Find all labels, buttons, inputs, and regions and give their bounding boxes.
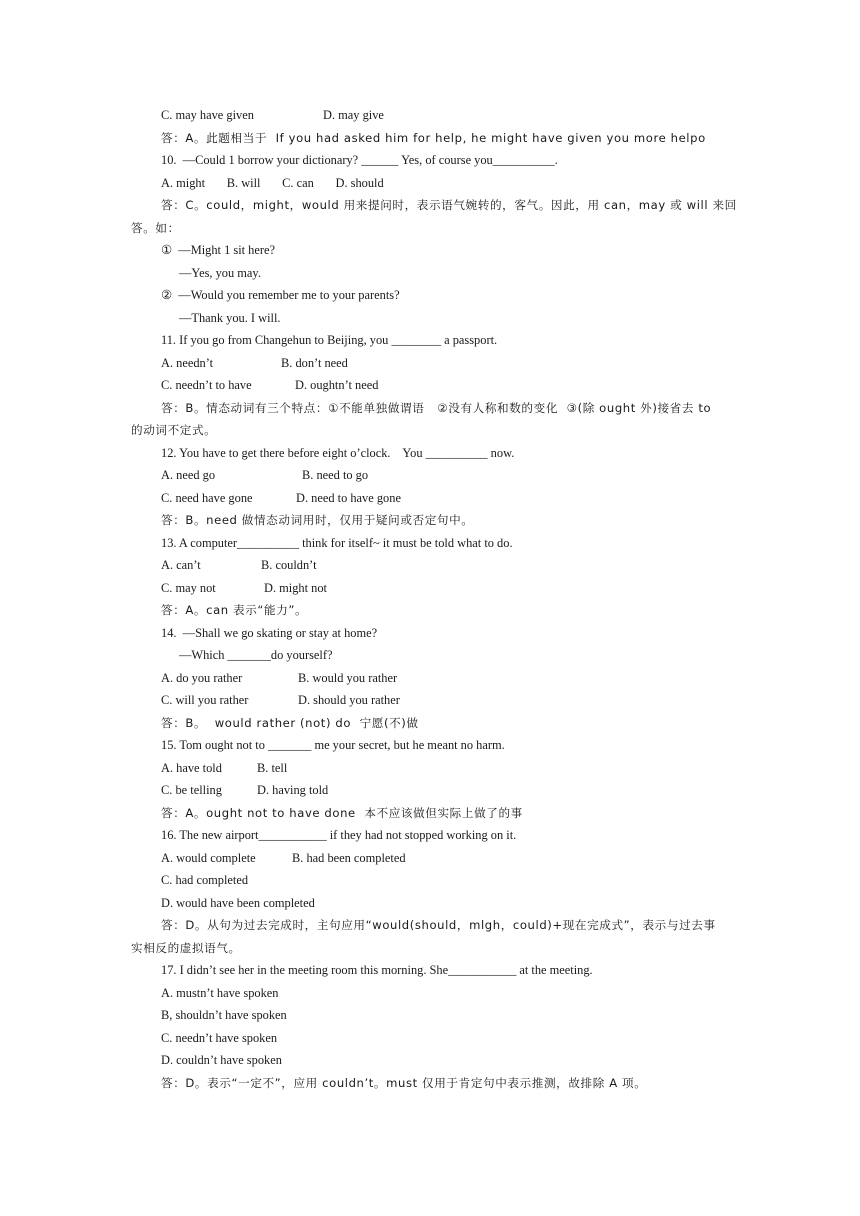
option-left: A. needn’t	[161, 355, 214, 370]
line-text: 13. A computer__________ think for itself~ it must be told what to do.	[161, 535, 513, 550]
text-line	[0, 442, 860, 465]
text-line	[0, 1072, 860, 1095]
text-line	[0, 779, 860, 802]
option-left: A. have told	[161, 760, 222, 775]
line-text: C. needn’t have spoken	[161, 1030, 278, 1045]
option-right: B. tell	[257, 760, 288, 775]
option-right: D. should you rather	[298, 693, 400, 707]
option-right: D. need to have gone	[296, 490, 401, 505]
text-line	[0, 1027, 860, 1050]
text-line	[0, 914, 860, 937]
text-line	[0, 1004, 860, 1027]
text-line	[0, 892, 860, 915]
text-line	[0, 352, 860, 375]
line-text: 答。如：	[131, 220, 180, 235]
text-line	[0, 329, 860, 352]
line-text: 11. If you go from Changehun to Beijing, you ________ a passport.	[161, 333, 498, 347]
text-line	[0, 712, 860, 735]
text-line	[0, 824, 860, 847]
line-text: 答：B。need 做情态动词用时，仅用于疑问或否定句中。	[161, 513, 474, 527]
option-right: D. having told	[257, 783, 329, 797]
text-line	[0, 104, 860, 127]
line-text: 14. —Shall we go skating or stay at home?	[161, 625, 378, 640]
line-text: A. mustn’t have spoken	[161, 985, 279, 1000]
text-line	[0, 599, 860, 622]
text-line	[0, 284, 860, 307]
line-text: ② —Would you remember me to your parents?	[161, 288, 400, 302]
text-line	[0, 847, 860, 870]
option-left: C. be telling	[161, 783, 222, 797]
option-right: B. couldn’t	[261, 558, 317, 572]
option-left: A. can’t	[161, 558, 201, 572]
text-line	[0, 667, 860, 690]
line-text: 答：A。can 表示“能力”。	[161, 603, 308, 617]
option-right: D. might not	[264, 580, 327, 595]
line-text: 17. I didn’t see her in the meeting room this morning. She___________ at the meeting.	[161, 963, 593, 977]
text-line	[0, 194, 860, 217]
line-text: 答：B。 would rather (not) do 宁愿(不)做	[161, 715, 419, 730]
line-text: 答：C。could，might，would 用来提问时，表示语气婉转的，客气。因此，用 can，may 或 will 来回	[161, 198, 737, 212]
text-line	[0, 937, 860, 960]
option-left: A. do you rather	[161, 670, 243, 685]
line-text: 实相反的虚拟语气。	[131, 940, 241, 955]
text-line	[0, 464, 860, 487]
option-right: B. need to go	[302, 468, 369, 482]
text-line	[0, 509, 860, 532]
text-line	[0, 307, 860, 330]
option-right: B. had been completed	[292, 850, 406, 865]
text-line	[0, 644, 860, 667]
text-line	[0, 217, 860, 240]
line-text: A. might B. will C. can D. should	[161, 175, 384, 190]
line-text: 答：B。情态动词有三个特点：①不能单独做谓语 ②没有人称和数的变化 ③(除 ought 外)接省去 to	[161, 400, 712, 415]
option-left: C. may have given	[161, 108, 254, 122]
text-line	[0, 622, 860, 645]
text-line	[0, 419, 860, 442]
line-text: 答：D。表示“一定不”，应用 couldn’t。must 仅用于肯定句中表示推测，故排除 A 项。	[161, 1075, 647, 1090]
text-line	[0, 172, 860, 195]
text-line	[0, 1049, 860, 1072]
option-left: C. may not	[161, 580, 216, 595]
text-line	[0, 532, 860, 555]
line-text: ① —Might 1 sit here?	[161, 243, 276, 257]
option-right: D. oughtn’t need	[295, 378, 379, 392]
document-page	[0, 104, 860, 1094]
line-text: —Thank you. I will.	[179, 310, 281, 325]
line-text: D. couldn’t have spoken	[161, 1053, 282, 1067]
text-line	[0, 374, 860, 397]
line-text: C. had completed	[161, 873, 249, 887]
line-text: 12. You have to get there before eight o’clock. You __________ now.	[161, 445, 515, 460]
line-text: D. would have been completed	[161, 895, 315, 910]
line-text: 答：A。此题相当于 If you had asked him for help, he might have given you more helpo	[161, 130, 706, 145]
option-left: C. need have gone	[161, 490, 253, 505]
text-line	[0, 734, 860, 757]
text-line	[0, 554, 860, 577]
option-left: A. need go	[161, 468, 216, 482]
text-line	[0, 982, 860, 1005]
line-text: —Which _______do yourself?	[179, 648, 333, 662]
text-line	[0, 149, 860, 172]
text-line	[0, 397, 860, 420]
option-right: D. may give	[323, 108, 384, 122]
text-line	[0, 869, 860, 892]
line-text: —Yes, you may.	[179, 265, 261, 280]
line-text: B, shouldn’t have spoken	[161, 1008, 287, 1022]
text-line	[0, 239, 860, 262]
text-line	[0, 127, 860, 150]
line-text: 的动词不定式。	[131, 423, 217, 437]
line-text: 15. Tom ought not to _______ me your secret, but he meant no harm.	[161, 738, 505, 752]
text-line	[0, 487, 860, 510]
option-left: A. would complete	[161, 850, 256, 865]
text-line	[0, 757, 860, 780]
line-text: 16. The new airport___________ if they had not stopped working on it.	[161, 828, 517, 842]
line-text: 答：D。从句为过去完成时，主句应用“would(should，mlgh，could)+现在完成式”，表示与过去事	[161, 918, 716, 932]
text-line	[0, 959, 860, 982]
line-text: 10. —Could 1 borrow your dictionary? ______ Yes, of course you__________.	[161, 153, 558, 167]
line-text: 答：A。ought not to have done 本不应该做但实际上做了的事	[161, 805, 523, 820]
text-line	[0, 577, 860, 600]
option-left: C. needn’t to have	[161, 378, 252, 392]
text-line	[0, 802, 860, 825]
option-right: B. don’t need	[281, 355, 348, 370]
option-left: C. will you rather	[161, 693, 249, 707]
text-line	[0, 262, 860, 285]
option-right: B. would you rather	[298, 670, 398, 685]
text-line	[0, 689, 860, 712]
